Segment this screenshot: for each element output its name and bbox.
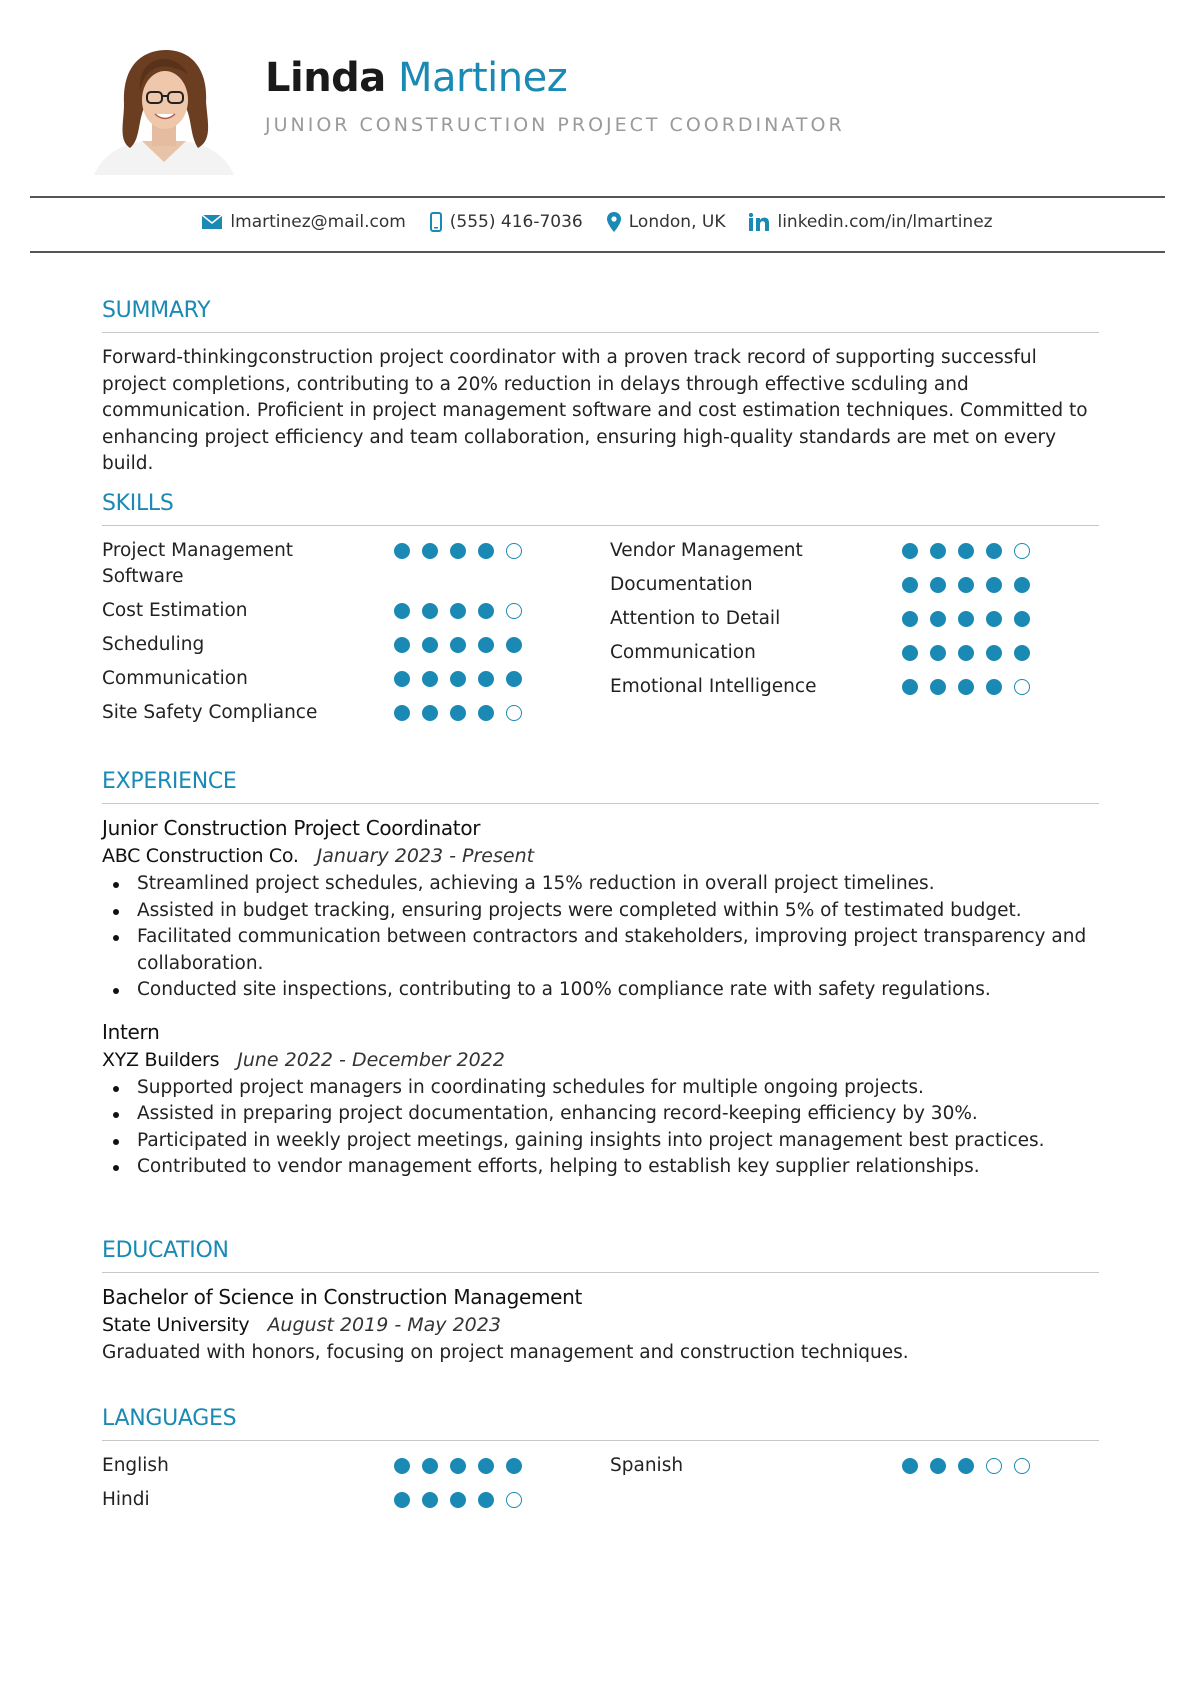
- rating-dot-filled: [986, 543, 1002, 559]
- rating-dot-filled: [394, 637, 410, 653]
- rating-dot-filled: [902, 1458, 918, 1474]
- rating-dot-filled: [506, 1458, 522, 1474]
- rating-label: Scheduling: [102, 634, 205, 655]
- rating-dot-filled: [422, 637, 438, 653]
- candidate-name: [265, 50, 567, 106]
- rating-label: Hindi: [102, 1489, 150, 1510]
- job-role: Junior Construction Project Coordinator: [102, 816, 481, 840]
- rating-label: Project Management Software: [102, 540, 294, 587]
- rating-dot-empty: [1014, 543, 1030, 559]
- rating-label: Emotional Intelligence: [610, 676, 817, 697]
- rating-dots: [902, 645, 1030, 661]
- rating-label: Attention to Detail: [610, 608, 781, 629]
- section-divider: [102, 1272, 1099, 1273]
- section-divider: [102, 803, 1099, 804]
- section-divider: [102, 1440, 1099, 1441]
- job-bullets: [102, 871, 1099, 1004]
- job-bullets: [102, 1075, 1099, 1181]
- rating-row: [102, 696, 522, 730]
- rating-dots: [902, 543, 1030, 559]
- contact-bar: [30, 196, 1165, 253]
- education-description: Graduated with honors, focusing on project management and construction techniques.: [102, 1342, 909, 1363]
- skills-section: [102, 489, 1099, 723]
- rating-dot-filled: [902, 611, 918, 627]
- job-entry: [102, 814, 1099, 1004]
- rating-dot-filled: [902, 577, 918, 593]
- rating-dot-filled: [506, 671, 522, 687]
- rating-dot-empty: [506, 543, 522, 559]
- summary-section: [102, 296, 1099, 478]
- education-meta: [102, 1311, 1099, 1339]
- rating-dot-filled: [478, 1458, 494, 1474]
- rating-dots: [394, 1458, 522, 1474]
- rating-dot-filled: [394, 603, 410, 619]
- rating-dot-filled: [478, 705, 494, 721]
- section-title: SUMMARY: [102, 298, 211, 323]
- rating-row: [610, 1449, 1030, 1483]
- rating-dot-empty: [1014, 679, 1030, 695]
- job-dates: June 2022 - December 2022: [237, 1048, 505, 1071]
- contact-phone[interactable]: [430, 212, 583, 232]
- list-item: Assisted in budget tracking, ensuring projects were completed within 5% of testimated budget.: [102, 898, 1099, 925]
- rating-row: [102, 628, 522, 662]
- rating-dots: [902, 611, 1030, 627]
- skills-right-column: [610, 534, 1030, 704]
- first-name: Linda: [265, 55, 386, 101]
- linkedin-icon: [749, 213, 769, 231]
- rating-dot-filled: [1014, 611, 1030, 627]
- skills-left-column: [102, 534, 522, 730]
- rating-dot-filled: [902, 645, 918, 661]
- rating-row: [102, 534, 522, 594]
- job-meta: [102, 842, 1099, 870]
- section-divider: [102, 332, 1099, 333]
- rating-dot-filled: [450, 1458, 466, 1474]
- rating-dot-filled: [902, 543, 918, 559]
- rating-dot-filled: [958, 679, 974, 695]
- rating-dot-filled: [450, 1492, 466, 1508]
- company-name: ABC Construction Co.: [102, 845, 299, 867]
- rating-dot-filled: [478, 637, 494, 653]
- languages-left-column: [102, 1449, 522, 1517]
- rating-dots: [394, 543, 522, 559]
- envelope-icon: [202, 215, 222, 229]
- rating-label: Cost Estimation: [102, 600, 248, 621]
- rating-dot-empty: [1014, 1458, 1030, 1474]
- rating-dot-filled: [1014, 577, 1030, 593]
- school-name: State University: [102, 1314, 250, 1336]
- rating-label: English: [102, 1455, 169, 1476]
- rating-label: Documentation: [610, 574, 753, 595]
- rating-dot-filled: [958, 543, 974, 559]
- rating-dot-filled: [478, 603, 494, 619]
- rating-dot-filled: [422, 671, 438, 687]
- rating-dot-filled: [930, 577, 946, 593]
- job-title-headline: JUNIOR CONSTRUCTION PROJECT COORDINATOR: [265, 114, 845, 136]
- languages-section: [102, 1404, 1099, 1510]
- job-meta: [102, 1046, 1099, 1074]
- list-item: Supported project managers in coordinating schedules for multiple ongoing projects.: [102, 1075, 1099, 1102]
- contact-location: [607, 212, 726, 232]
- rating-dots: [902, 679, 1030, 695]
- section-title: LANGUAGES: [102, 1406, 237, 1431]
- rating-dot-filled: [450, 637, 466, 653]
- rating-dot-filled: [930, 679, 946, 695]
- rating-dot-filled: [930, 543, 946, 559]
- rating-dot-filled: [422, 1458, 438, 1474]
- rating-dots: [902, 1458, 1030, 1474]
- list-item: Participated in weekly project meetings, gaining insights into project management best practices.: [102, 1128, 1099, 1155]
- list-item: Facilitated communication between contractors and stakeholders, improving project transparency and collaboration.: [102, 924, 1099, 977]
- rating-dot-filled: [930, 1458, 946, 1474]
- rating-dot-filled: [1014, 645, 1030, 661]
- map-pin-icon: [607, 212, 621, 232]
- last-name: Martinez: [398, 55, 568, 101]
- rating-dot-filled: [506, 637, 522, 653]
- rating-dot-filled: [450, 603, 466, 619]
- rating-dot-filled: [986, 611, 1002, 627]
- rating-dot-empty: [506, 705, 522, 721]
- section-title: EDUCATION: [102, 1238, 229, 1263]
- education-dates: August 2019 - May 2023: [267, 1314, 501, 1336]
- rating-dot-filled: [958, 645, 974, 661]
- rating-dot-filled: [422, 705, 438, 721]
- rating-dot-filled: [394, 543, 410, 559]
- rating-dot-filled: [930, 611, 946, 627]
- rating-row: [102, 594, 522, 628]
- list-item: Conducted site inspections, contributing to a 100% compliance rate with safety regulations.: [102, 977, 1099, 1004]
- rating-row: [610, 534, 1030, 568]
- rating-dot-filled: [394, 1492, 410, 1508]
- rating-dot-filled: [478, 543, 494, 559]
- linkedin-text: linkedin.com/in/lmartinez: [777, 212, 993, 232]
- experience-section: [102, 767, 1099, 1181]
- rating-dot-empty: [986, 1458, 1002, 1474]
- rating-row: [610, 568, 1030, 602]
- list-item: Streamlined project schedules, achieving a 15% reduction in overall project timelines.: [102, 871, 1099, 898]
- rating-label: Vendor Management: [610, 540, 803, 561]
- rating-label: Communication: [102, 668, 248, 689]
- company-name: XYZ Builders: [102, 1048, 220, 1071]
- rating-dot-filled: [958, 1458, 974, 1474]
- rating-dots: [394, 603, 522, 619]
- section-title: EXPERIENCE: [102, 769, 237, 794]
- rating-dot-filled: [422, 543, 438, 559]
- rating-dot-filled: [930, 645, 946, 661]
- resume-header: [0, 0, 1191, 195]
- rating-dot-filled: [450, 543, 466, 559]
- degree-name: Bachelor of Science in Construction Management: [102, 1285, 583, 1309]
- rating-dot-filled: [986, 679, 1002, 695]
- rating-label: Site Safety Compliance: [102, 702, 318, 723]
- rating-row: [610, 602, 1030, 636]
- contact-email[interactable]: [202, 212, 405, 232]
- rating-row: [102, 662, 522, 696]
- education-section: [102, 1236, 1099, 1366]
- rating-dot-filled: [394, 1458, 410, 1474]
- list-item: Assisted in preparing project documentation, enhancing record-keeping efficiency by 30%.: [102, 1101, 1099, 1128]
- rating-dot-filled: [478, 671, 494, 687]
- rating-row: [610, 670, 1030, 704]
- rating-row: [610, 636, 1030, 670]
- rating-label: Communication: [610, 642, 756, 663]
- list-item: Contributed to vendor management efforts, helping to establish key supplier relationships.: [102, 1154, 1099, 1181]
- rating-dots: [394, 671, 522, 687]
- rating-row: [102, 1483, 522, 1517]
- rating-dot-filled: [986, 645, 1002, 661]
- languages-right-column: [610, 1449, 1030, 1483]
- education-entry: [102, 1283, 1099, 1366]
- rating-dots: [394, 637, 522, 653]
- rating-dot-empty: [506, 603, 522, 619]
- rating-row: [102, 1449, 522, 1483]
- rating-dots: [902, 577, 1030, 593]
- section-divider: [102, 525, 1099, 526]
- rating-dot-filled: [394, 671, 410, 687]
- rating-dot-filled: [422, 603, 438, 619]
- contact-linkedin[interactable]: [749, 212, 992, 232]
- summary-text: Forward-thinkingconstruction project coordinator with a proven track record of supporting successful project completions, contributing to a 20% reduction in delays through effective scduling and communication. Proficient in project management software and cost estimation techniques. Committed to enhancing project efficiency and team collaboration, ensuring high-quality standards are met on every build.: [102, 347, 1088, 474]
- rating-dot-filled: [450, 671, 466, 687]
- rating-dot-empty: [506, 1492, 522, 1508]
- rating-label: Spanish: [610, 1455, 684, 1476]
- rating-dots: [394, 705, 522, 721]
- job-entry: [102, 1018, 1099, 1181]
- job-role: Intern: [102, 1019, 160, 1044]
- profile-photo: [94, 44, 234, 175]
- rating-dot-filled: [986, 577, 1002, 593]
- job-dates: January 2023 - Present: [316, 845, 535, 867]
- rating-dot-filled: [478, 1492, 494, 1508]
- rating-dot-filled: [958, 611, 974, 627]
- rating-dot-filled: [394, 705, 410, 721]
- rating-dot-filled: [902, 679, 918, 695]
- location-text: London, UK: [628, 212, 726, 232]
- phone-text: (555) 416-7036: [449, 212, 583, 232]
- section-title: SKILLS: [102, 491, 174, 516]
- email-text: lmartinez@mail.com: [230, 212, 406, 232]
- rating-dot-filled: [422, 1492, 438, 1508]
- rating-dot-filled: [450, 705, 466, 721]
- rating-dots: [394, 1492, 522, 1508]
- mobile-phone-icon: [430, 212, 442, 232]
- rating-dot-filled: [958, 577, 974, 593]
